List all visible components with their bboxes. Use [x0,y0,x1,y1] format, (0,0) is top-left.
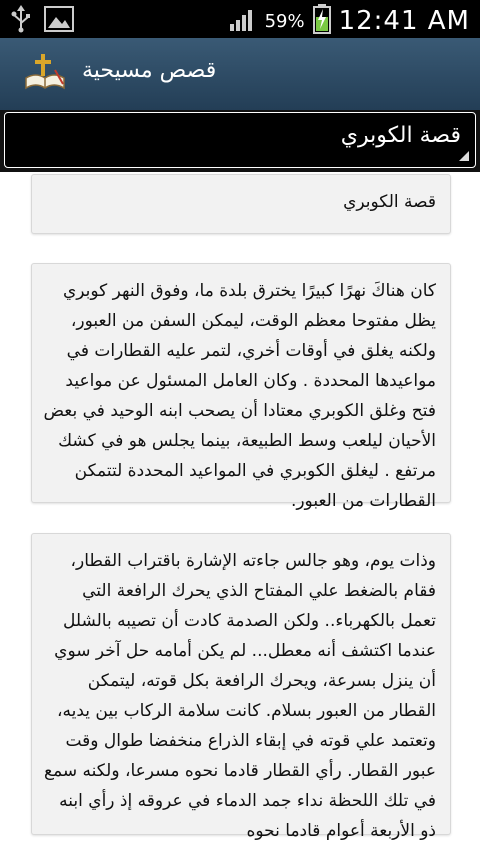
usb-icon [10,5,32,37]
app-title: قصص مسيحية [82,58,217,83]
story-title-spinner[interactable] [4,112,476,168]
image-icon [44,6,74,36]
battery-charging-icon [313,4,331,38]
story-card [31,533,451,841]
story-card [31,263,451,511]
bible-cross-icon[interactable] [22,52,68,94]
story-content[interactable] [0,172,480,841]
dropdown-arrow-icon [459,151,469,161]
app-bar [0,38,480,111]
status-bar [0,0,480,38]
story-card [31,174,451,234]
story-card-text: كان هناكَ نهرًا كبيرًا يخترق بلدة ما، وفوق النهر كوبري يظل مفتوحا معظم الوقت، ليمكن السفن من العبور، ولكنه يغلق في أوقات أخري، لتمر عليه القطارات في مواعيدها المحددة . وكان العامل المسئول عن مواعيد فتح وغلق الكوبري معتادا أن يصحب ابنه الوحيد في بعض الأحيان ليلعب وسط الطبيعة، بينما يجلس هو في كشك مرتفع . ليغلق الكوبري في المواعيد المحددة لتتمكن القطارات من العبور. [43,281,436,511]
signal-icon [229,6,257,36]
story-title-text: قصة الكوبري [340,123,461,148]
battery-percent: 59% [264,10,305,32]
story-card-text: قصة الكوبري [343,192,436,212]
story-card-text: وذات يوم، وهو جالس جاءته الإشارة باقتراب القطار، فقام بالضغط علي المفتاح الذي يحرك الرافعة التي تعمل بالكهرباء.. ولكن الصدمة كادت أن تصيبه بالشلل عندما اكتشف أنه معطل... لم يكن أمامه حل آخر سوي أن ينزل بسرعة، ويحرك الرافعة بكل قوته، ليتمكن القطار من العبور بسلام. كانت سلامة الركاب بين يديه، وتعتمد علي قوته في إبقاء الذراع منخفضا طوال وقت عبور القطار. رأي القطار قادما نحوه مسرعا، ولكنه سمع في تلك اللحظة نداء جمد الدماء في عروقه إذ رأي ابنه ذو الأربعة أعوام قادما نحوه [44,551,436,841]
clock: 12:41 AM [338,6,470,36]
story-header [0,110,480,172]
